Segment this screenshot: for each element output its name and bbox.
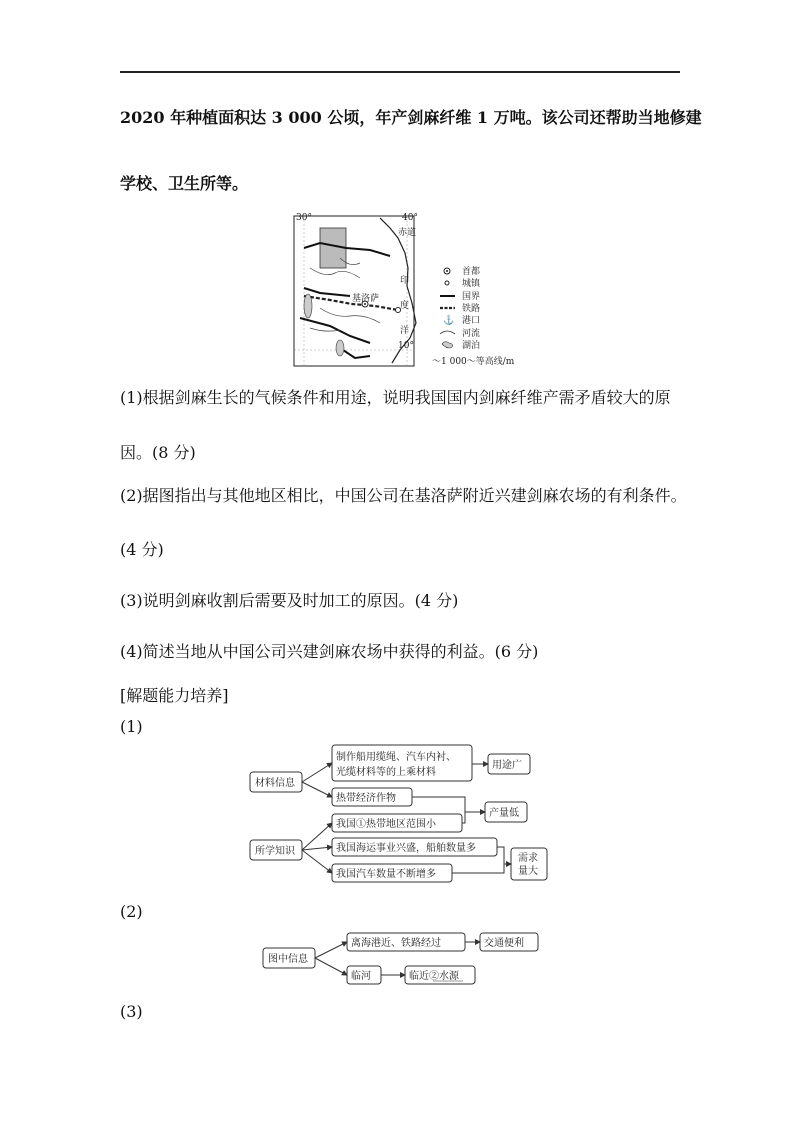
question-1-line-1: (1)根据剑麻生长的气候条件和用途，说明我国国内剑麻纤维产需矛盾较大的原 (120, 388, 671, 407)
top-rule (120, 71, 680, 73)
analysis-label-1: (1) (120, 717, 143, 736)
ocean-label-1: 印 (400, 276, 410, 286)
city-label: 基洛萨 (352, 294, 380, 304)
box-demand-2: 量大 (518, 866, 538, 877)
box-use-line-2: 光缆材料等的上乘材料 (336, 767, 436, 778)
box-cars: 我国汽车数量不断增多 (336, 869, 436, 880)
flowchart-2 (255, 928, 565, 988)
lon-40-label: 40° (402, 213, 418, 223)
intro-line-1: 2020 年种植面积达 3 000 公顷，年产剑麻纤维 1 万吨。该公司还帮助当地修建 (120, 108, 702, 127)
box-demand-1: 需求 (518, 853, 538, 864)
question-3: (3)说明剑麻收割后需要及时加工的原因。(4 分) (120, 591, 459, 610)
equator-label: 赤道 (398, 228, 417, 238)
lon-30-label: 30° (296, 213, 312, 223)
map-legend (432, 265, 515, 367)
box-river: 临河 (351, 971, 371, 982)
box-material-info: 材料信息 (255, 778, 295, 789)
ocean-label-3: 洋 (400, 326, 410, 336)
box-wide-use: 用途广 (492, 760, 522, 771)
box-knowledge: 所学知识 (255, 846, 295, 857)
box-water-source: 临近②水源 (409, 971, 459, 982)
analysis-label-2: (2) (120, 902, 143, 921)
box-shipping: 我国海运事业兴盛，船舶数量多 (336, 843, 476, 854)
box-tropical-crop: 热带经济作物 (336, 793, 396, 804)
question-2-line-1: (2)据图指出与其他地区相比，中国公司在基洛萨附近兴建剑麻农场的有利条件。 (120, 486, 687, 505)
legend-town: 城镇 (462, 279, 481, 289)
ocean-label-2: 度 (400, 301, 410, 311)
legend-capital: 首都 (462, 267, 481, 277)
analysis-label-3: (3) (120, 1002, 143, 1021)
intro-line-2: 学校、卫生所等。 (120, 174, 249, 193)
question-1-line-2: 因。(8 分) (120, 443, 196, 462)
question-2-line-2: (4 分) (120, 540, 164, 559)
legend-river: 河流 (462, 329, 481, 339)
box-port-rail: 离海港近、铁路经过 (351, 938, 441, 949)
box-use-line-1: 制作船用缆绳、汽车内衬、 (336, 752, 456, 763)
legend-lake: 湖泊 (462, 341, 481, 351)
lat-10-label: 10° (398, 341, 414, 351)
map-figure (280, 208, 520, 370)
box-map-info: 图中信息 (268, 954, 308, 965)
question-4: (4)简述当地从中国公司兴建剑麻农场中获得的利益。(6 分) (120, 642, 539, 661)
anchor-icon: ⚓ (443, 316, 455, 326)
legend-railway: 铁路 (462, 304, 481, 314)
analysis-heading: [解题能力培养] (120, 686, 229, 705)
box-transport: 交通便利 (484, 938, 524, 949)
box-small-tropics: 我国①热带地区范围小 (336, 819, 436, 830)
legend-contour: ～1 000～等高线/m (432, 357, 515, 367)
flowchart-1 (240, 740, 580, 890)
legend-border: 国界 (462, 292, 481, 302)
legend-port: 港口 (462, 316, 481, 326)
box-low-yield: 产量低 (489, 808, 519, 819)
